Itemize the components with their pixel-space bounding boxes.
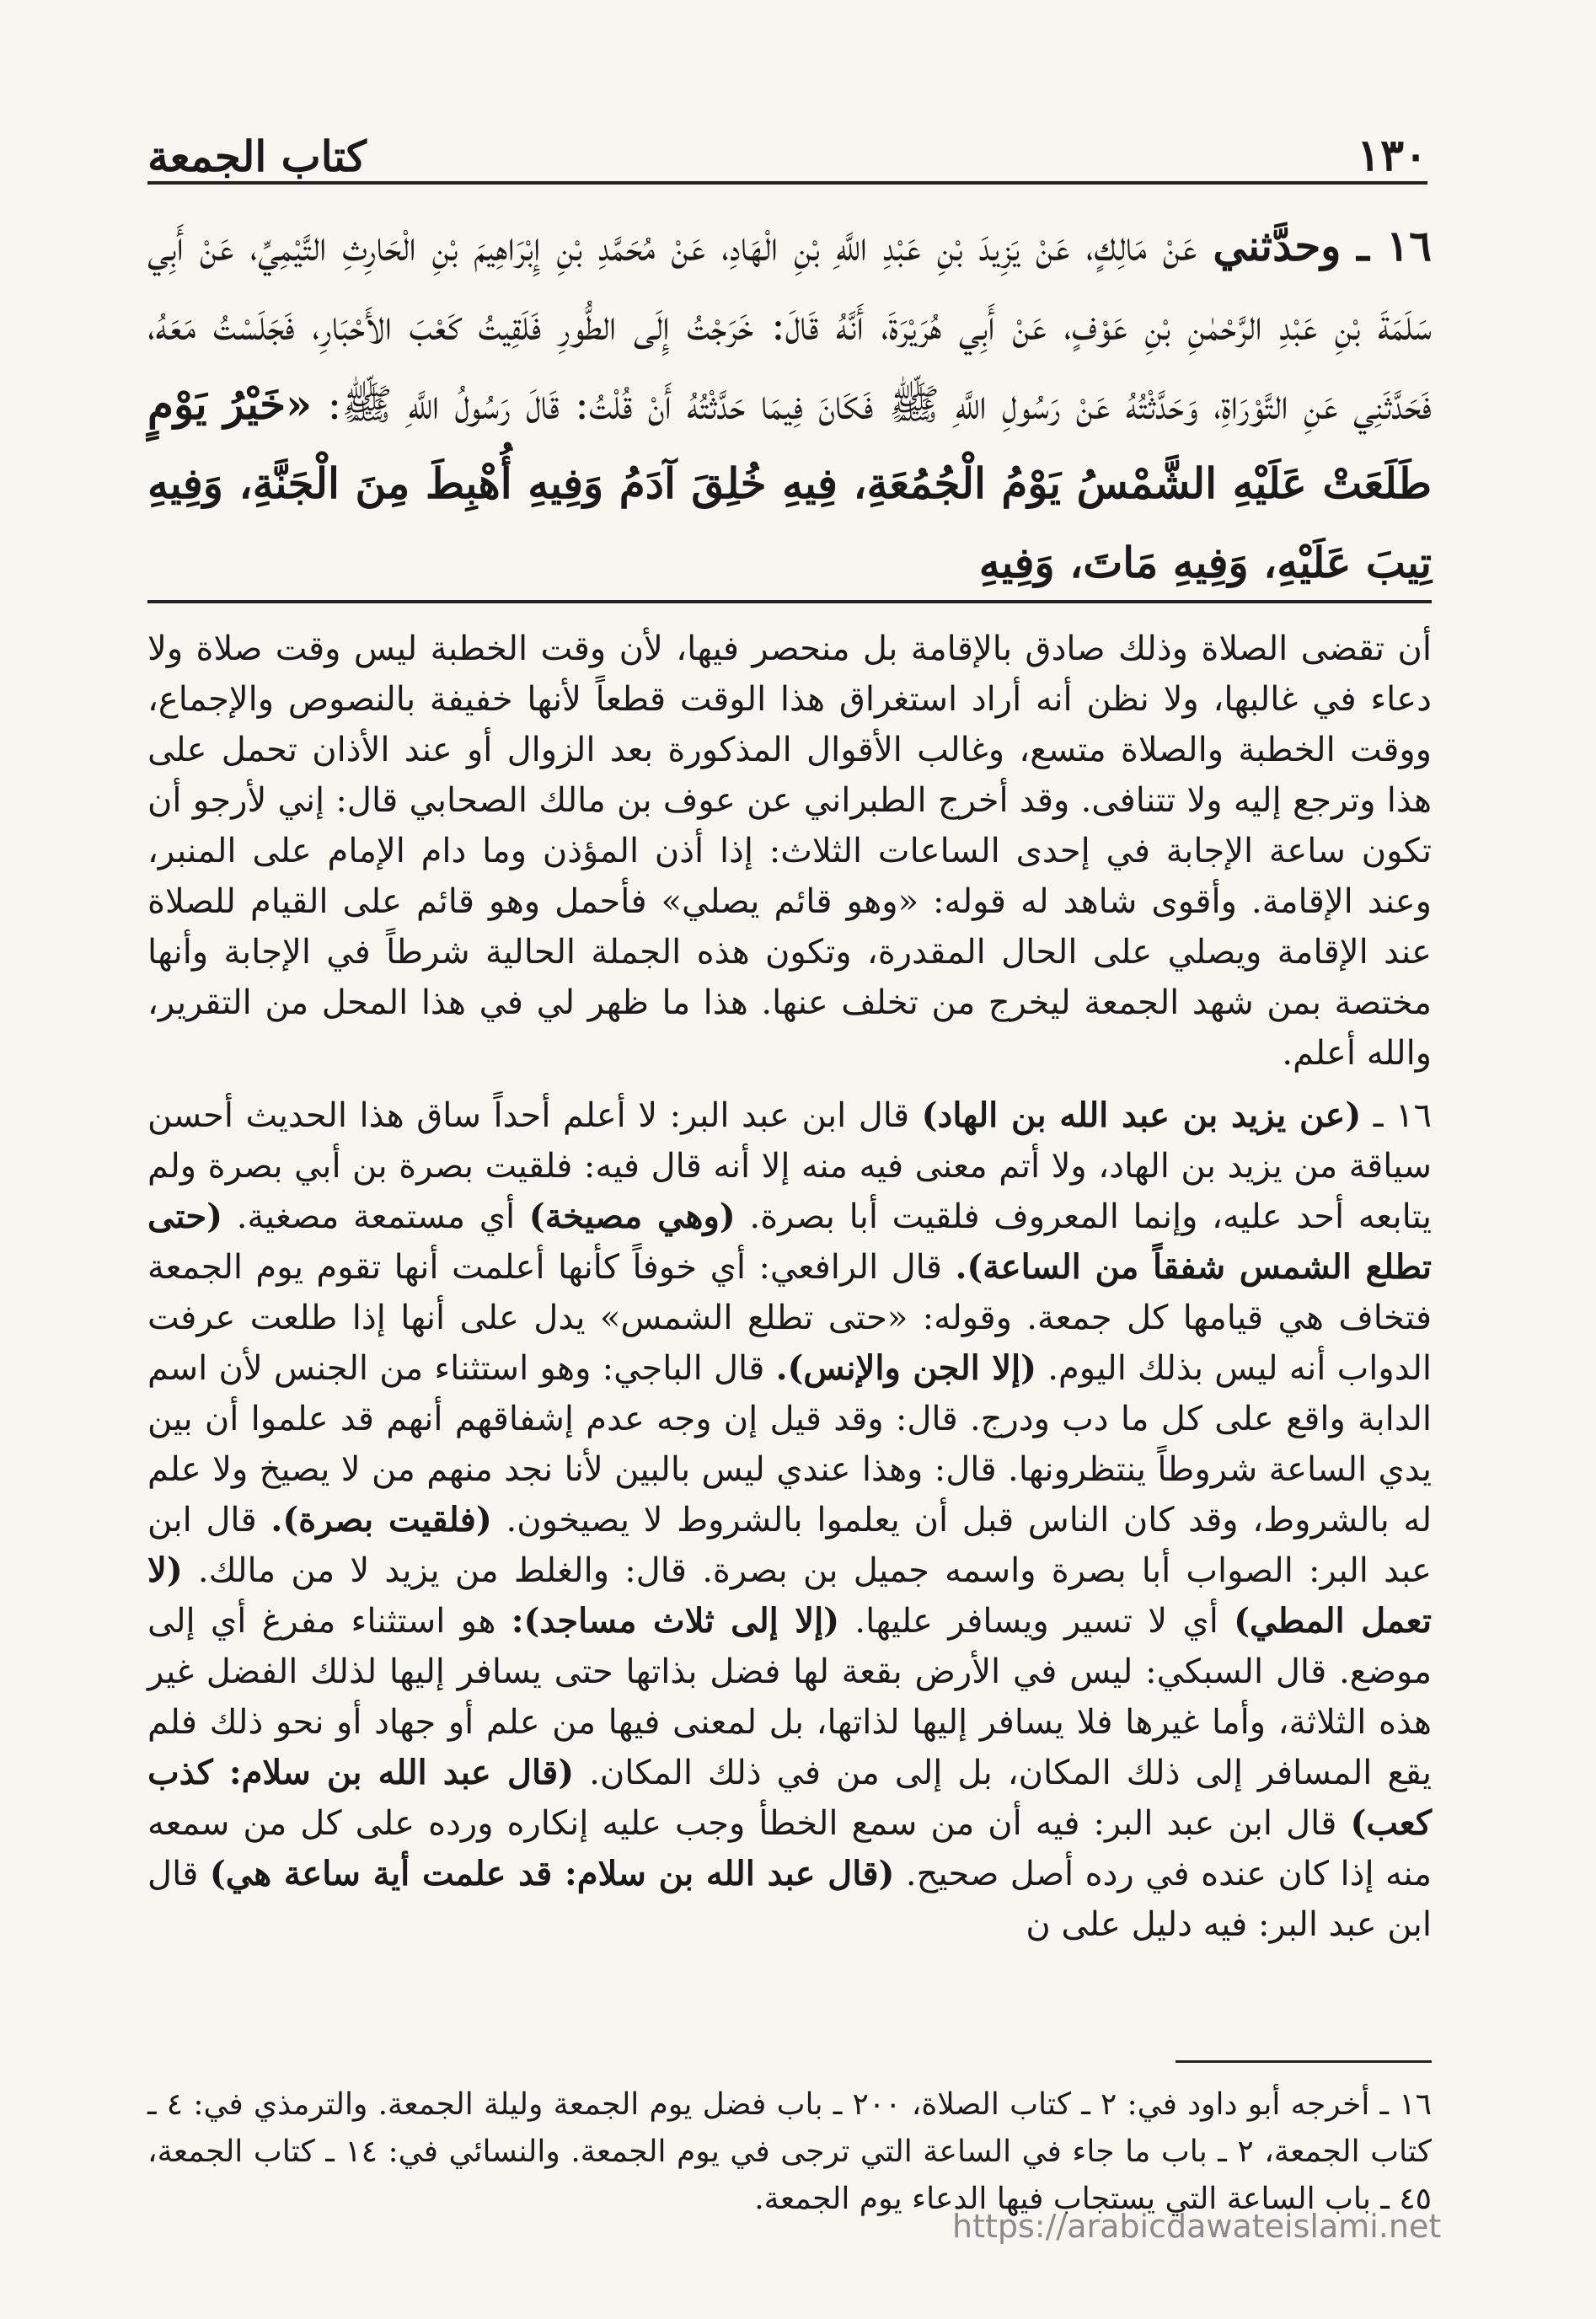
lemma: (لا تعمل المطي): [147, 1550, 1432, 1641]
commentary-number: ١٦ ـ: [1373, 1096, 1432, 1135]
lemma: (حتى تطلع الشمس شفقاً من الساعة).: [147, 1197, 1433, 1287]
commentary: [147, 624, 1432, 1962]
lemma: (وهي مصيخة): [528, 1197, 736, 1236]
commentary-text: هو استثناء مفرغ أي إلى موضع. قال السبكي: ليس في الأرض بقعة لها فضل بذاتها حتى يسافر إليها لذلك الفضل غير هذه الثلاثة، وأما غيرها فلا يسافر إليها لذاتها، بل لمعنى فيها من علم أو جهاد أو نحو ذلك فلم يقع المسافر إلى ذلك المكان، بل إلى من في ذلك المكان.: [147, 1602, 1432, 1792]
watermark-url: https://arabicdawateislami.net: [952, 2208, 1442, 2245]
hadith-text: [147, 206, 1432, 603]
commentary-text: قال ابن عبد البر: فيه أن من سمع الخطأ وجب عليه إنكاره ورده على كل من سمعه منه إذا كان عنده في رده أصل صحيح.: [147, 1804, 1432, 1893]
page-number: ١٣٠: [1357, 130, 1427, 181]
lemma: (عن يزيد بن عبد الله بن الهاد): [921, 1095, 1362, 1135]
commentary-text: قال الباجي: وهو استثناء من الجنس لأن اسم الدابة واقع على كل ما دب ودرج. قال: وقد قيل إن وجه عدم إشفاقهم أنهم قد علموا أن بين يدي الساعة شروطاً ينتظرونها. قال: وهذا عندي ليس بالبين لأنا نجد منهم من لا يصيخ ولا علم له بالشروط، وقد كان الناس قبل أن يعلموا بالشروط لا يصيخون.: [147, 1349, 1433, 1540]
hadith-intro: وحدَّثني: [1213, 221, 1342, 270]
commentary-text: قال ابن عبد البر: لا أعلم أحداً ساق هذا الحديث أحسن سياقة من يزيد بن الهاد، ولا أتم معنى فيه منه إلا أنه قال فيه: فلقيت بصرة بن أبي بصرة ولم يتابعه أحد عليه، وإنما المعروف فلقيت أبا بصرة.: [147, 1096, 1432, 1236]
footnote: [147, 2081, 1432, 2223]
lemma: (إلا الجن والإنس).: [775, 1348, 1037, 1388]
footnote-text: ١٦ ـ أخرجه أبو داود في: ٢ ـ كتاب الصلاة، ٢٠٠ ـ باب فضل يوم الجمعة وليلة الجمعة. والترمذي في: ٤ ـ كتاب الجمعة، ٢ ـ باب ما جاء في الساعة التي ترجى في يوم الجمعة. والنسائي في: ١٤ ـ كتاب الجمعة، ٤٥ ـ باب الساعة التي يستجاب فيها الدعاء يوم الجمعة.: [147, 2087, 1433, 2216]
running-title: كتاب الجمعة: [147, 131, 367, 181]
separator-line: [147, 600, 1432, 603]
commentary-text: أي مستمعة مصغية.: [236, 1197, 516, 1236]
hadith-number: ١٦ ـ: [1357, 221, 1432, 270]
hadith-chain: عَنْ مَالِكٍ، عَنْ يَزِيدَ بْنِ عَبْدِ اللَّهِ بْنِ الْهَادِ، عَنْ مُحَمَّدِ بْنِ إِبْرَاهِيمَ بْنِ الْحَارِثِ التَّيْمِيِّ، عَنْ أَبِي سَلَمَةَ بْنِ عَبْدِ الرَّحْمٰنِ بْنِ عَوْفٍ، عَنْ أَبِي هُرَيْرَةَ، أَنَّهُ قَالَ: خَرَجْتُ إِلَى الطُّورِ فَلَقِيتُ كَعْبَ الأَحْبَارِ، فَجَلَسْتُ مَعَهُ، فَحَدَّثَنِي عَنِ التَّوْرَاةِ، وَحَدَّثْتُهُ عَنْ رَسُولِ اللَّهِ ﷺ فَكَانَ فِيمَا حَدَّثْتُهُ أَنْ قُلْتُ: قَالَ رَسُولُ اللَّهِ ﷺ:: [147, 222, 1432, 429]
commentary-paragraph: أن تقضى الصلاة وذلك صادق بالإقامة بل منحصر فيها، لأن وقت الخطبة ليس وقت صلاة ولا دعاء في غالبها، ولا نظن أنه أراد استغراق هذا الوقت قطعاً لأنها خفيفة بالنصوص والإجماع، ووقت الخطبة والصلاة متسع، وغالب الأقوال المذكورة بعد الزوال أو عند الأذان تحمل على هذا وترجع إليه ولا تتنافى. وقد أخرج الطبراني عن عوف بن مالك الصحابي قال: إني لأرجو أن تكون ساعة الإجابة في إحدى الساعات الثلاث: إذا أذن المؤذن وما دام الإمام على المنبر، وعند الإقامة. وأقوى شاهد له قوله: «وهو قائم يصلي» فأحمل وهو قائم على القيام للصلاة عند الإقامة ويصلي على الحال المقدرة، وتكون هذه الجملة الحالية شرطاً في الإجابة وأنها مختصة بمن شهد الجمعة ليخرج من تخلف عنها. هذا ما ظهر لي في هذا المحل من التقرير، والله أعلم.: [147, 629, 1432, 1073]
commentary-text: قال الرافعي: أي خوفاً كأنها أعلمت أنها تقوم يوم الجمعة فتخاف هي قيامها كل جمعة. وقوله: «حتى تطلع الشمس» يدل على أنها إذا طلعت عرفت الدواب أنه ليس بذلك اليوم.: [147, 1248, 1433, 1388]
page-header: [147, 122, 1427, 185]
hadith-matn: «خَيْرُ يَوْمٍ طَلَعَتْ عَلَيْهِ الشَّمْسُ يَوْمُ الْجُمُعَةِ، فِيهِ خُلِقَ آدَمُ وَفِيهِ أُهْبِطَ مِنَ الْجَنَّةِ، وَفِيهِ تِيبَ عَلَيْهِ، وَفِيهِ مَاتَ، وَفِيهِ: [147, 379, 1432, 587]
lemma: (قال عبد الله بن سلام: كذب كعب): [147, 1753, 1433, 1843]
commentary-text: أي لا تسير ويسافر عليها.: [854, 1602, 1218, 1641]
lemma: (فلقيت بصرة).: [270, 1500, 492, 1540]
footnote-separator: [1176, 2060, 1432, 2063]
commentary-text: قال ابن عبد البر: فيه دليل على ن: [147, 1855, 1432, 1944]
lemma: (إلا إلى ثلاث مساجد):: [511, 1601, 840, 1641]
lemma: (قال عبد الله بن سلام: قد علمت أية ساعة هي): [209, 1854, 895, 1893]
commentary-paragraph: [147, 1090, 1432, 1950]
commentary-text: قال ابن عبد البر: الصواب أبا بصرة واسمه جميل بن بصرة. قال: والغلط من يزيد لا من مالك.: [147, 1501, 1432, 1590]
